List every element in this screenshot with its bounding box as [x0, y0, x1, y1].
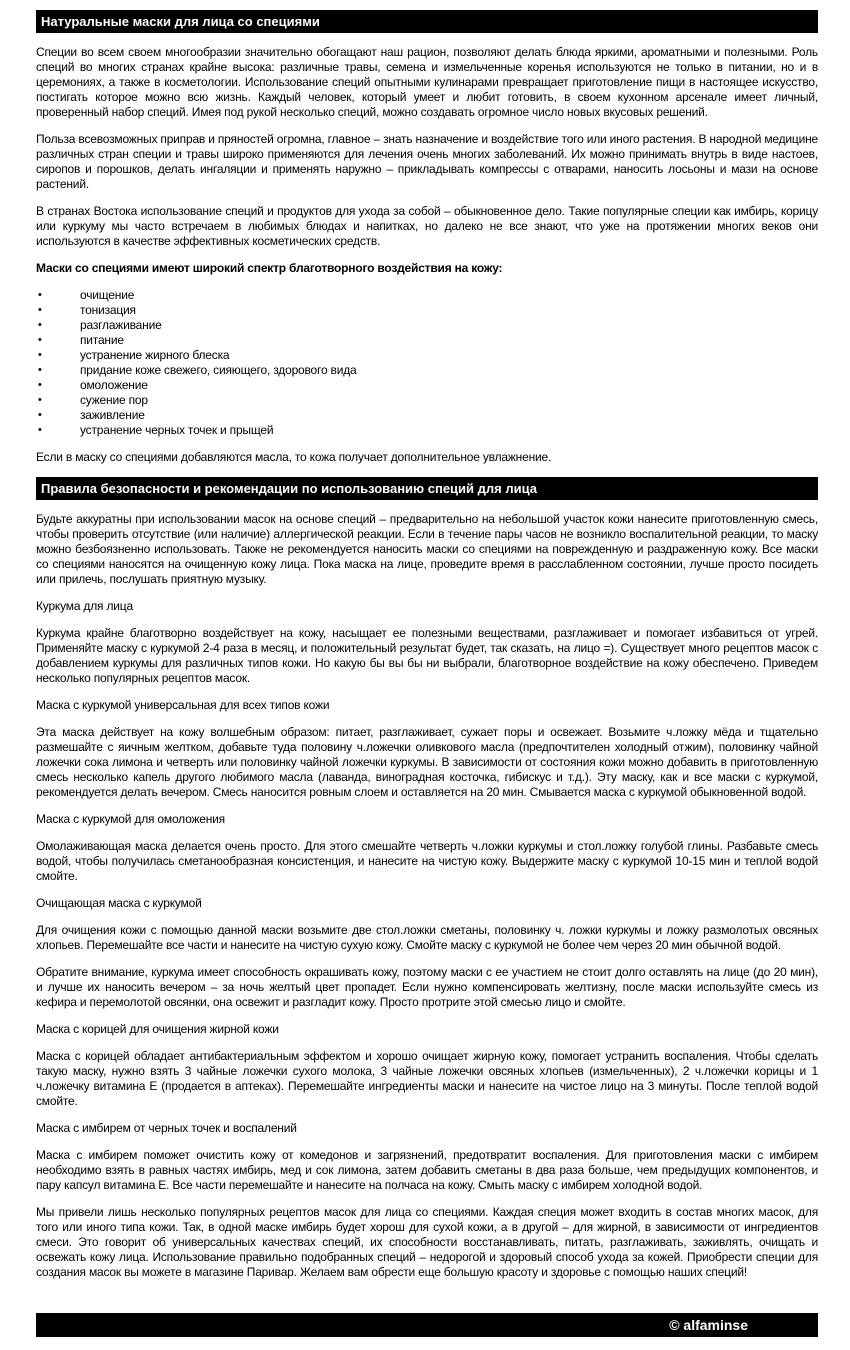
subheading-ginger-mask: Маска с имбирем от черных точек и воспалений	[36, 1121, 297, 1135]
intro-paragraph-2: Польза всевозможных приправ и пряностей огромна, главное – знать назначение и воздействие того или иного растения. В народной медицине различных стран специи и травы широко применяются для лечения очень многих заболеваний. Их можно принимать внутрь в виде настоев, сиропов и порошков, делать ингаляции и применять наружно – прикладывать компрессы с отварами, наносить лосьоны и мази на основе растений.	[36, 132, 818, 191]
section2-title: Правила безопасности и рекомендации по использованию специй для лица	[41, 481, 537, 496]
footer-bar	[36, 1313, 818, 1337]
subheading-cinnamon-mask: Маска с корицей для очищения жирной кожи	[36, 1022, 279, 1036]
subheading-rejuvenation-mask: Маска с куркумой для омоложения	[36, 812, 225, 826]
section1-title-bar	[36, 10, 818, 33]
ginger-mask-paragraph: Маска с имбирем поможет очистить кожу от комедонов и загрязнений, предотвратит воспаления. Для приготовления маски с имбирем необходимо взять в равных частях имбирь, мед и сок лимона, затем добавить сметаны в два раза больше, чем предыдущих компонентов, и пару капсул витамина Е. Все части перемешайте и нанесите на полчаса на кожу. Смыть маску с имбирем холодной водой.	[36, 1148, 818, 1192]
list-item: • заживление	[36, 408, 818, 423]
benefits-list-heading: Маски со специями имеют широкий спектр благотворного воздействия на кожу:	[36, 261, 503, 275]
list-item: • очищение	[36, 288, 818, 303]
copyright-text: © alfaminse	[669, 1317, 748, 1333]
rejuvenation-mask-paragraph: Омолаживающая маска делается очень просто. Для этого смешайте четверть ч.ложки куркумы и стол.ложку голубой глины. Разбавьте смесь водой, чтобы получилась сметанообразная консистенция, и нанесите на чистую кожу. Выдержите маску с куркумой 10-15 мин и теплой водой смойте.	[36, 839, 818, 883]
intro-paragraph-3: В странах Востока использование специй и продуктов для ухода за собой – обыкновенное дело. Такие популярные специи как имбирь, корицу или куркуму мы часто встречаем в любимых блюдах и напитках, но далеко не все знают, что уже на протяжении многих веков они используются в качестве эффективных косметических средств.	[36, 204, 818, 248]
list-item: • сужение пор	[36, 393, 818, 408]
list-item: • придание коже свежего, сияющего, здорового вида	[36, 363, 818, 378]
turmeric-paragraph: Куркума крайне благотворно воздействует на кожу, насыщает ее полезными веществами, разглаживает и помогает избавиться от угрей. Применяйте маску с куркумой 2-4 раза в месяц, и положительный результат будет, так сказать, на лицо =). Существует много рецептов масок с добавлением куркумы для различных типов кожи. Но какую бы вы бы ни выбрали, благотворное воздействие на кожу обеспечено. Приведем несколько популярных рецептов масок.	[36, 626, 818, 685]
universal-mask-paragraph: Эта маска действует на кожу волшебным образом: питает, разглаживает, сужает поры и освежает. Возьмите ч.ложку мёда и тщательно размешайте с яичным желтком, добавьте туда половину ч.ложечки оливкового масла (предпочтителен холодный отжим), половинку чайной ложечки сока лимона и четверть или половинку чайной ложечки куркумы. В зависимости от состояния кожи можно добавить в приготовленную смесь несколько капель другого любимого масла (лаванда, виноградная косточка, гибискус и т.д.). Эту маску, как и все маски с куркумой, рекомендуется делать вечером. Смесь наносится ровным слоем и оставляется на 20 мин. Смывается маска с куркумой обыкновенной водой.	[36, 725, 818, 799]
subheading-cleansing-mask: Очищающая маска с куркумой	[36, 896, 202, 910]
subheading-turmeric: Куркума для лица	[36, 599, 133, 613]
cinnamon-mask-paragraph: Маска с корицей обладает антибактериальным эффектом и хорошо очищает жирную кожу, помогает устранить воспаления. Чтобы сделать такую маску, нужно взять 3 чайные ложечки сухого молока, 3 чайные ложечки овсяных хлопьев (измельченных), 2 ч.ложечки корицы и 1 ч.ложечку витамина Е (продается в аптеках). Перемешайте ингредиенты маски и нанесите на чистое лицо на 3 минуты. После теплой водой смойте.	[36, 1049, 818, 1108]
intro-paragraph-1: Специи во всем своем многообразии значительно обогащают наш рацион, позволяют делать блюда яркими, ароматными и полезными. Роль специй во многих странах крайне высока: различные травы, семена и измельченные коренья используются не только в питании, но и в церемониях, а также в косметологии. Использование специй опытными кулинарами превращает приготовление пищи в настоящее искусство, постигать которое можно всю жизнь. Каждый человек, который умеет и любит готовить, в своем кухонном арсенале имеет личный, проверенный набор специй. Имея под рукой несколько специй, можно создавать огромное число новых вкусовых решений.	[36, 45, 818, 119]
list-item: • разглаживание	[36, 318, 818, 333]
benefits-list	[36, 288, 818, 438]
conclusion-paragraph: Мы привели лишь несколько популярных рецептов масок для лица со специями. Каждая специя может входить в состав многих масок, для того или иного типа кожи. Так, в одной маске имбирь будет хорош для сухой кожи, а в другой – для жирной, в зависимости от ингредиентов смеси. Это говорит об универсальных качествах специй, их способности восстанавливать, питать, разглаживать, заживлять, очищать и освежать кожу лица. Использование правильно подобранных специй – недорогой и здоровый способ ухода за кожей. Приобрести специи для создания масок вы можете в магазине Паривар. Желаем вам обрести еще большую красоту и здоровье с помощью наших специй!	[36, 1205, 818, 1279]
list-item: • тонизация	[36, 303, 818, 318]
list-item: • питание	[36, 333, 818, 348]
cleansing-mask-paragraph: Для очищения кожи с помощью данной маски возьмите две стол.ложки сметаны, половинку ч. ложки куркумы и ложку размолотых овсяных хлопьев. Перемешайте все части и нанесите на чистую сухую кожу. Смойте маску с куркумой не более чем через 20 мин обычной водой.	[36, 923, 818, 952]
list-item: • омоложение	[36, 378, 818, 393]
subheading-universal-mask: Маска с куркумой универсальная для всех типов кожи	[36, 698, 330, 712]
section2-title-bar	[36, 477, 818, 500]
list-item: • устранение жирного блеска	[36, 348, 818, 363]
safety-paragraph: Будьте аккуратны при использовании масок на основе специй – предварительно на небольшой участок кожи нанесите приготовленную смесь, чтобы проверить отсутствие (или наличие) аллергической реакции. Если в течение пары часов не возникло воспалительной реакции, то маску можно безбоязненно использовать. Также не рекомендуется наносить маски со специями на поврежденную и раздраженную кожу. Все маски со специями наносятся на очищенную кожу лица. Пока маска на лице, проведите время в расслабленном состоянии, лучше просто посидеть или прилечь, послушать приятную музыку.	[36, 512, 818, 586]
turmeric-staining-note: Обратите внимание, куркума имеет способность окрашивать кожу, поэтому маски с ее участием не стоит долго оставлять на лице (до 20 мин), и лучше их наносить вечером – за ночь желтый цвет пропадет. Если нужно компенсировать желтизну, после маски используйте смесь из кефира и перемолотой овсянки, она освежит и разгладит кожу. Просто протрите этой смесью лицо и смойте.	[36, 965, 818, 1009]
oils-note: Если в маску со специями добавляются масла, то кожа получает дополнительное увлажнение.	[36, 450, 552, 464]
section1-title: Натуральные маски для лица со специями	[41, 14, 320, 29]
list-item: • устранение черных точек и прыщей	[36, 423, 818, 438]
